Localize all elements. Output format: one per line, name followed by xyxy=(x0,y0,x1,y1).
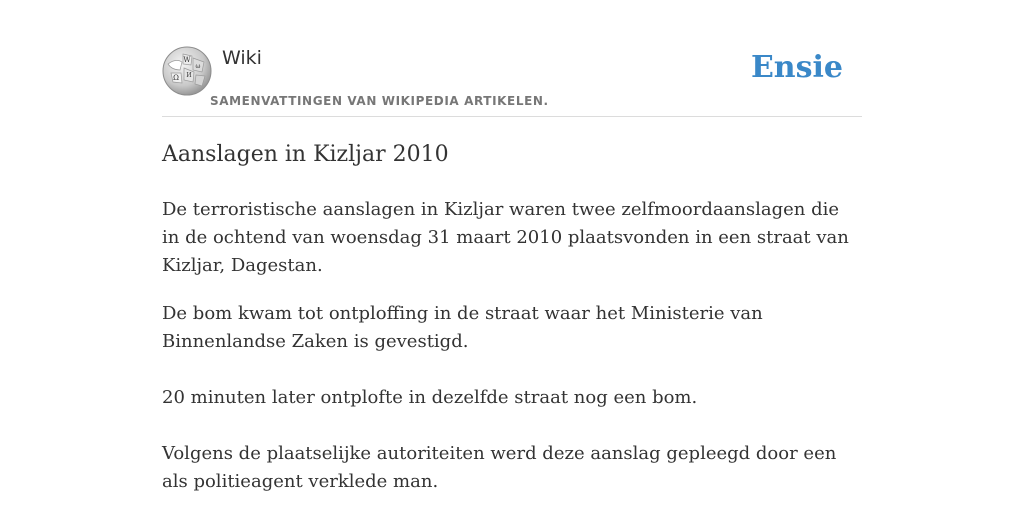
article-paragraph: 20 minuten later ontplofte in dezelfde straat nog een bom. xyxy=(162,387,698,408)
ensie-brand-link[interactable]: Ensie xyxy=(750,50,843,85)
svg-text:W: W xyxy=(183,56,191,64)
site-header xyxy=(162,44,862,117)
article-paragraph: De bom kwam tot ontploffing in de straat waar het Ministerie van Binnenlandse Zaken is gevestigd. xyxy=(162,303,763,352)
svg-text:Ω: Ω xyxy=(173,74,179,82)
article-paragraph: De terroristische aanslagen in Kizljar waren twee zelfmoordaanslagen die in de ochtend van woensdag 31 maart 2010 plaatsvonden in een straat van Kizljar, Dagestan. xyxy=(162,199,849,276)
site-tagline: SAMENVATTINGEN VAN WIKIPEDIA ARTIKELEN. xyxy=(210,94,549,108)
wikipedia-globe-icon[interactable] xyxy=(162,46,212,96)
article-paragraph: Volgens de plaatselijke autoriteiten werd deze aanslag gepleegd door een als politieagent verklede man. xyxy=(162,443,837,492)
site-name[interactable]: Wiki xyxy=(222,47,262,69)
svg-text:И: И xyxy=(186,72,192,79)
line-break xyxy=(162,356,862,384)
svg-text:ω: ω xyxy=(195,63,201,70)
line-break xyxy=(162,412,862,440)
article-title: Aanslagen in Kizljar 2010 xyxy=(162,142,449,167)
article xyxy=(162,140,862,496)
